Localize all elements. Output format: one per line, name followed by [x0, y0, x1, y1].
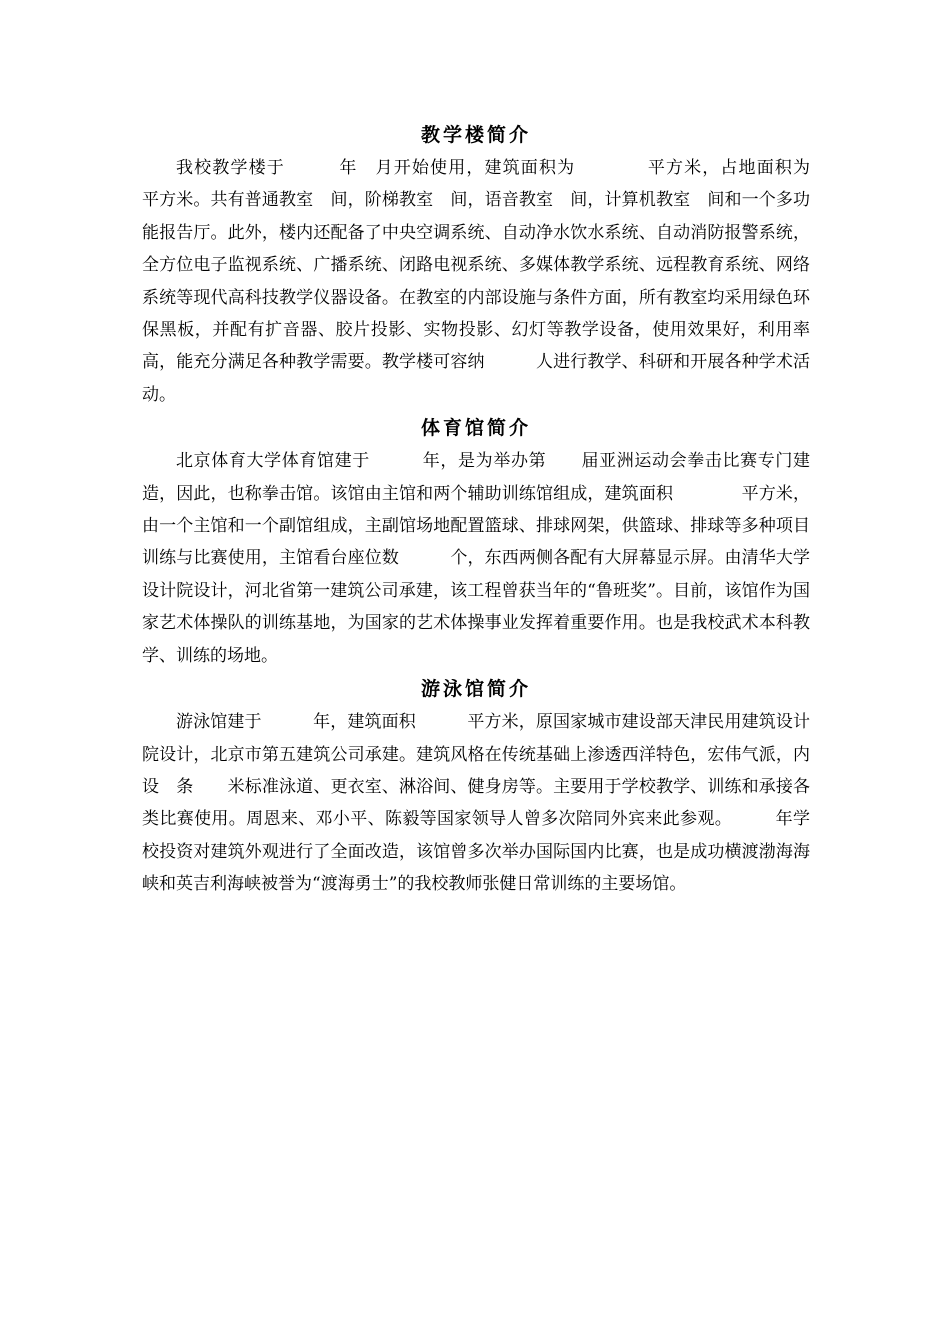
- section-title-natatorium: 游泳馆简介: [420, 678, 531, 701]
- section-body-natatorium: [142, 706, 810, 900]
- section-body-text: 我校教学楼于 年 月开始使用，建筑面积为 平方米，占地面积为 平方米。共有普通教室 间，阶梯教室 间，语音教室 间，计算机教室 间和一个多功能报告厅。此外，楼内还配备了中央空调系统、自动净水饮水系统、自动消防报警系统，全方位电子监视系统、广播系统、闭路电视系统、多媒体教学系统、远程教育系统、网络系统等现代高科技教学仪器设备。在教室的内部设施与条件方面，所有教室均采用绿色环保黑板，并配有扩音器、胶片投影、实物投影、幻灯等教学设备，使用效果好，利用率高，能充分满足各种教学需要。教学楼可容纳 人进行教学、科研和开展各种学术活动。: [142, 158, 861, 405]
- section-body-text: 北京体育大学体育馆建于 年，是为举办第 届亚洲运动会拳击比赛专门建造，因此，也称拳击馆。该馆由主馆和两个辅助训练馆组成，建筑面积 平方米，由一个主馆和一个副馆组成，主副馆场地配置篮球、排球网架，供篮球、排球等多种项目训练与比赛使用，主馆看台座位数 个，东西两侧各配有大屏幕显示屏。由清华大学设计院设计，河北省第一建筑公司承建，该工程曾获当年的“鲁班奖”。目前，该馆作为国家艺术体操队的训练基地，为国家的艺术体操事业发挥着重要作用。也是我校武术本科教学、训练的场地。: [142, 451, 810, 666]
- section-teaching-building: [142, 118, 861, 411]
- section-title-teaching-building: 教学楼简介: [420, 124, 531, 146]
- document-page: [142, 118, 861, 901]
- section-gymnasium: [142, 411, 810, 672]
- section-body-teaching-building: [142, 152, 861, 411]
- section-body-text: 游泳馆建于 年，建筑面积 平方米，原国家城市建设部天津民用建筑设计院设计，北京市第五建筑公司承建。建筑风格在传统基础上渗透西洋特色，宏伟气派，内设 条 米标准泳道、更衣室、淋浴间、健身房等。主要用于学校教学、训练和承接各类比赛使用。周恩来、邓小平、陈毅等国家领导人曾多次陪同外宾来此参观。 年学校投资对建筑外观进行了全面改造，该馆曾多次举办国际国内比赛，也是成功横渡渤海海峡和英吉利海峡被誉为“渡海勇士”的我校教师张健日常训练的主要场馆。: [142, 712, 810, 895]
- section-title-gymnasium: 体育馆简介: [420, 417, 531, 440]
- section-natatorium: [142, 672, 810, 900]
- section-body-gymnasium: [142, 445, 810, 672]
